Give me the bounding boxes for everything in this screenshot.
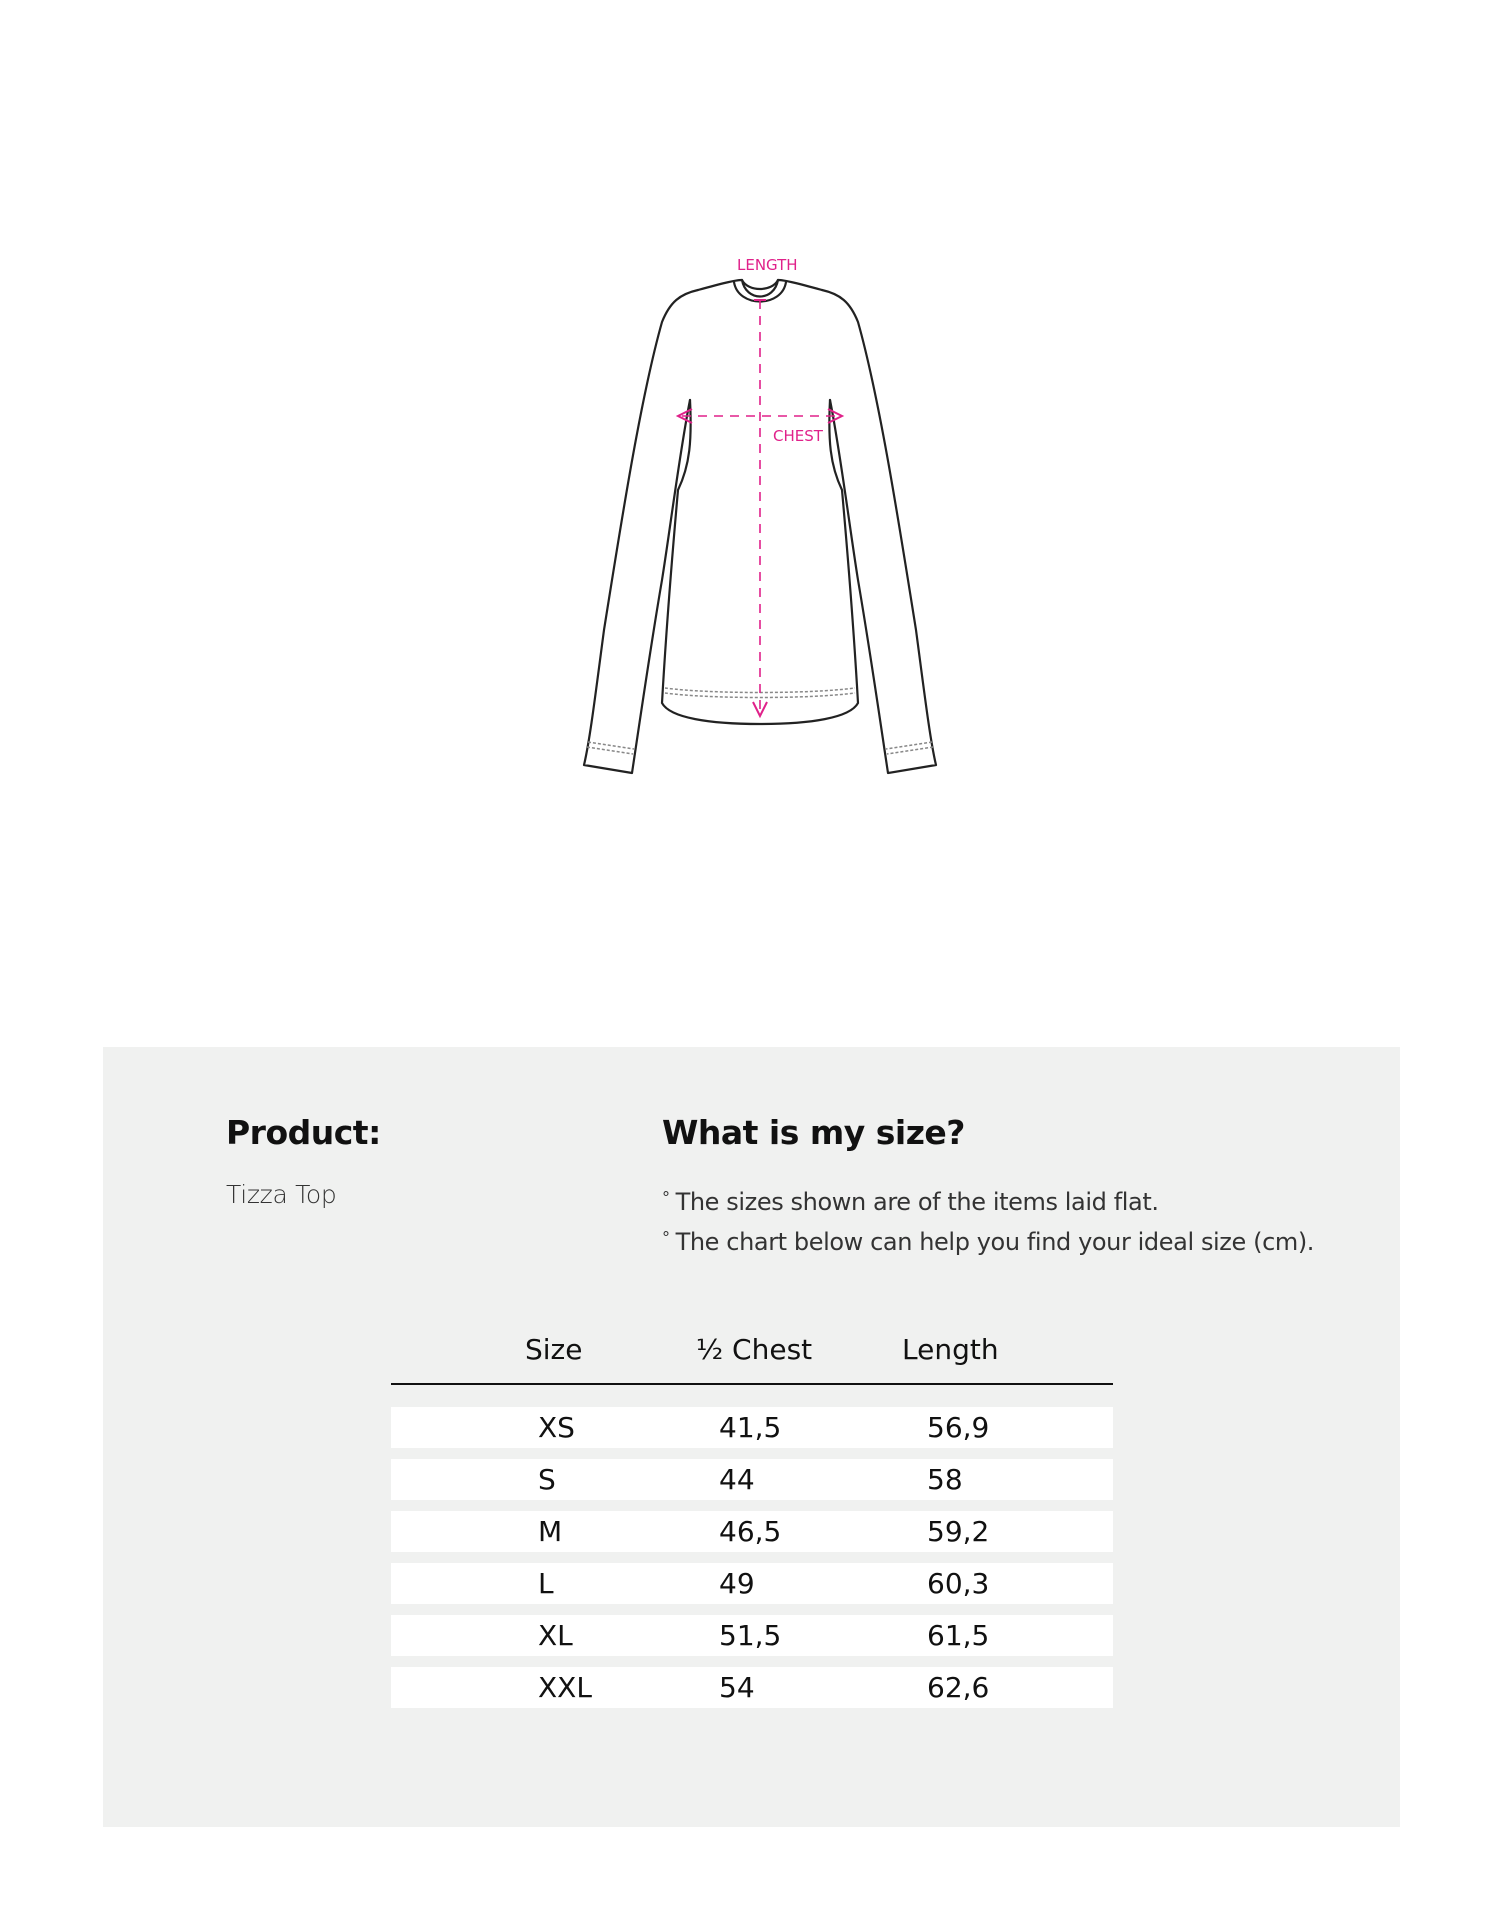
cell-length: 61,5 — [927, 1619, 990, 1652]
table-header — [391, 1327, 1113, 1385]
table-row — [391, 1459, 1113, 1500]
cell-size: XL — [538, 1619, 573, 1652]
cell-length: 59,2 — [927, 1515, 990, 1548]
cell-half-chest: 49 — [719, 1567, 755, 1600]
size-table — [391, 1327, 1113, 1719]
note-text: The chart below can help you find your ideal size (cm). — [675, 1228, 1315, 1256]
table-row — [391, 1511, 1113, 1552]
cell-half-chest: 41,5 — [719, 1411, 782, 1444]
degree-bullet-icon: ° — [662, 1228, 670, 1247]
column-header-size: Size — [525, 1333, 583, 1366]
degree-bullet-icon: ° — [662, 1188, 670, 1207]
length-label: LENGTH — [737, 256, 798, 274]
cell-size: L — [538, 1567, 554, 1600]
table-row — [391, 1667, 1113, 1708]
hem-stitch — [665, 693, 855, 698]
table-row — [391, 1563, 1113, 1604]
cell-length: 62,6 — [927, 1671, 990, 1704]
shoulder-outline — [698, 280, 822, 290]
chest-label: CHEST — [773, 427, 823, 445]
size-guide-notes — [662, 1180, 1314, 1260]
right-cuff-stitch — [887, 747, 933, 754]
cell-length: 58 — [927, 1463, 963, 1496]
product-name: Tizza Top — [226, 1180, 337, 1209]
cell-half-chest: 51,5 — [719, 1619, 782, 1652]
left-sleeve-outline — [584, 290, 698, 773]
table-body — [391, 1407, 1113, 1708]
cell-size: XXL — [538, 1671, 592, 1704]
garment-diagram — [520, 250, 1000, 780]
product-heading: Product: — [226, 1113, 381, 1152]
left-cuff-stitch — [587, 747, 633, 754]
table-row — [391, 1407, 1113, 1448]
note-item — [662, 1180, 1314, 1220]
size-guide-panel — [103, 1047, 1400, 1827]
cell-half-chest: 54 — [719, 1671, 755, 1704]
cell-size: S — [538, 1463, 556, 1496]
neckline-band-outline — [734, 282, 786, 302]
right-sleeve-outline — [822, 290, 936, 773]
note-item — [662, 1220, 1314, 1260]
size-guide-heading: What is my size? — [662, 1113, 965, 1152]
column-header-half-chest: ½ Chest — [696, 1333, 813, 1366]
column-header-length: Length — [902, 1333, 999, 1366]
cell-size: M — [538, 1515, 563, 1548]
cell-length: 56,9 — [927, 1411, 990, 1444]
cell-size: XS — [538, 1411, 575, 1444]
long-sleeve-top-icon — [520, 250, 1000, 780]
note-text: The sizes shown are of the items laid flat. — [675, 1188, 1159, 1216]
table-row — [391, 1615, 1113, 1656]
cell-half-chest: 44 — [719, 1463, 755, 1496]
cell-length: 60,3 — [927, 1567, 990, 1600]
cell-half-chest: 46,5 — [719, 1515, 782, 1548]
